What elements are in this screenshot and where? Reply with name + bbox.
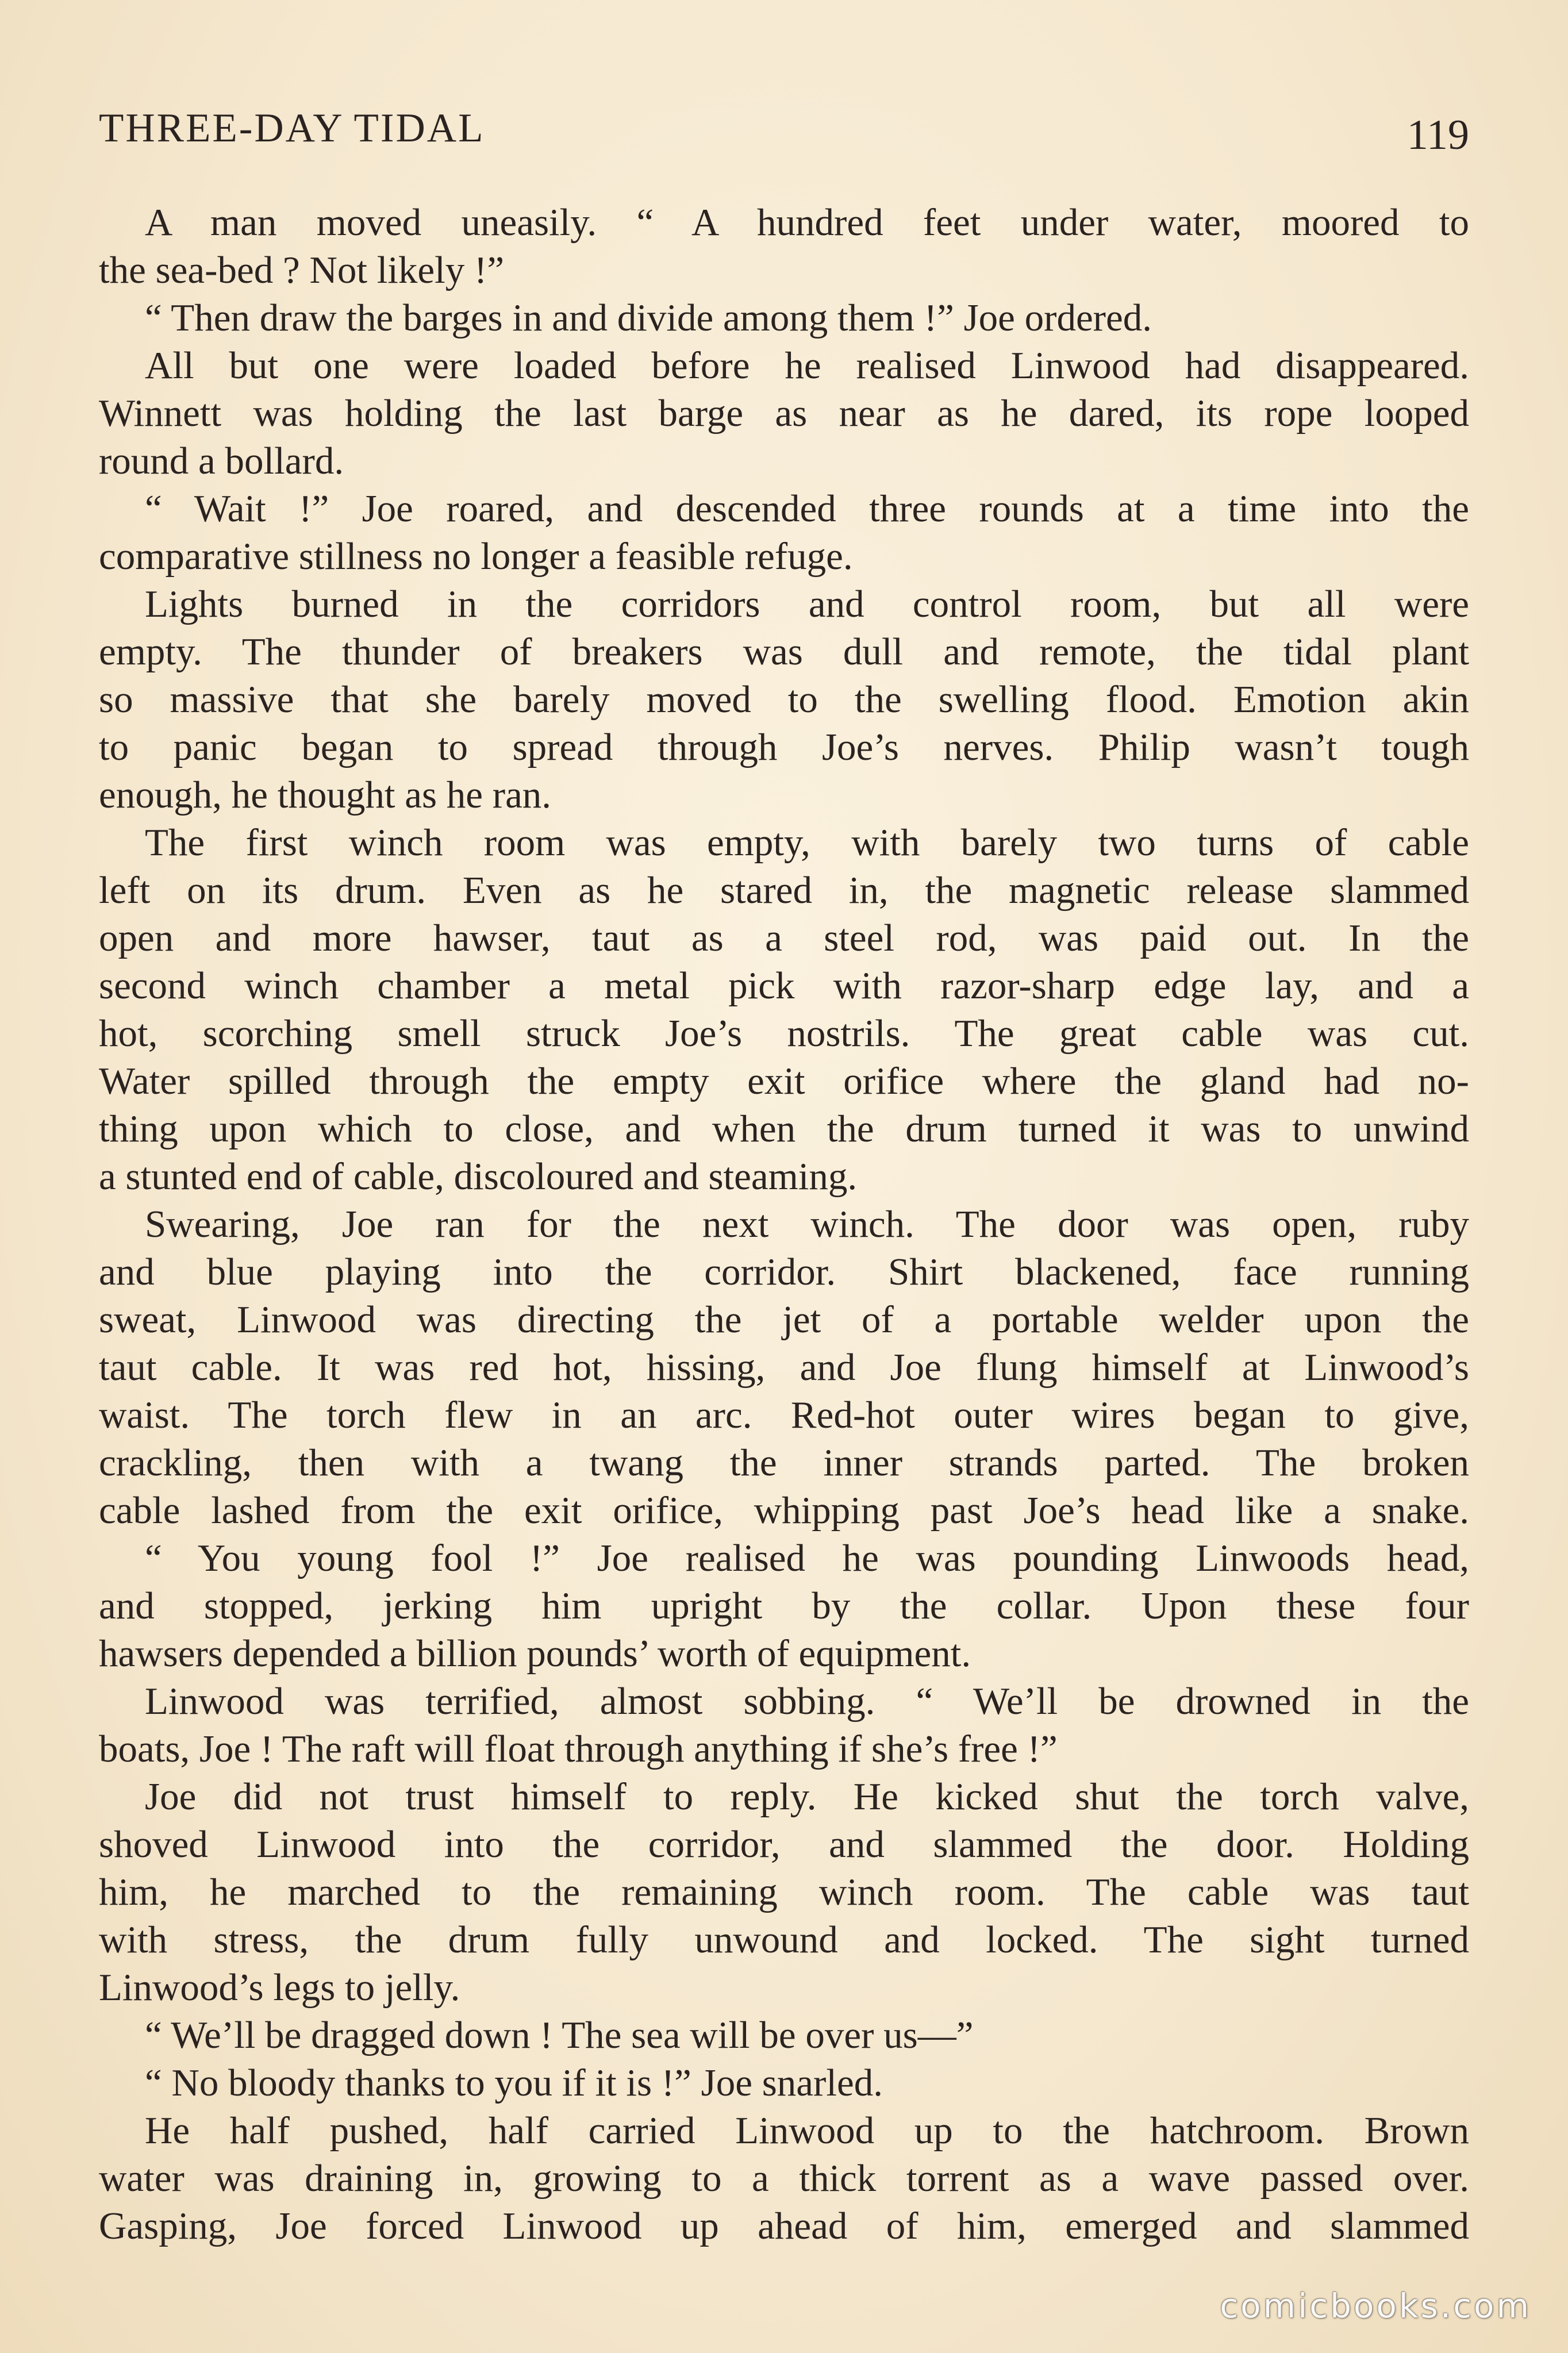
text-line: hawsers depended a billion pounds’ worth of equipment. [99,1632,971,1675]
text-line: taut cable. It was red hot, hissing, and Joe flung himself at Linwood’s [99,1346,1469,1389]
text-line: the sea-bed ? Not likely !” [99,249,505,291]
text-line: second winch chamber a metal pick with razor-sharp edge lay, and a [99,964,1469,1007]
text-line: round a bollard. [99,440,344,482]
text-line: shoved Linwood into the corridor, and slammed the door. Holding [99,1823,1469,1866]
text-line: empty. The thunder of breakers was dull and remote, the tidal plant [99,630,1469,673]
text-line: All but one were loaded before he realised Linwood had disappeared. [145,344,1469,387]
text-line: with stress, the drum fully unwound and locked. The sight turned [99,1918,1469,1961]
text-line: The first winch room was empty, with barely two turns of cable [145,821,1469,864]
text-line: hot, scorching smell struck Joe’s nostrils. The great cable was cut. [99,1012,1469,1055]
text-line: him, he marched to the remaining winch room. The cable was taut [99,1871,1469,1913]
text-line: Water spilled through the empty exit orifice where the gland had no- [99,1060,1469,1102]
text-line: “ No bloody thanks to you if it is !” Joe snarled. [145,2062,883,2104]
text-line: Lights burned in the corridors and control room, but all were [145,583,1469,625]
text-line: Gasping, Joe forced Linwood up ahead of him, emerged and slammed [99,2205,1469,2247]
text-line: crackling, then with a twang the inner strands parted. The broken [99,1441,1469,1484]
text-line: Winnett was holding the last barge as near as he dared, its rope looped [99,392,1469,435]
text-line: waist. The torch flew in an arc. Red-hot outer wires began to give, [99,1394,1469,1436]
text-line: “ Then draw the barges in and divide among them !” Joe ordered. [145,297,1152,339]
text-line: and stopped, jerking him upright by the collar. Upon these four [99,1585,1469,1627]
text-line: “ Wait !” Joe roared, and descended three rounds at a time into the [145,487,1469,530]
text-line: comparative stillness no longer a feasible refuge. [99,535,853,578]
body-text [99,199,1469,2250]
text-line: Linwood’s legs to jelly. [99,1966,460,2009]
running-head: THREE-DAY TIDAL [99,106,485,151]
text-line: Swearing, Joe ran for the next winch. The door was open, ruby [145,1203,1469,1245]
text-line: Joe did not trust himself to reply. He kicked shut the torch valve, [145,1775,1469,1818]
text-line: He half pushed, half carried Linwood up to the hatchroom. Brown [145,2109,1469,2152]
text-line: and blue playing into the corridor. Shirt blackened, face running [99,1251,1469,1293]
text-line: cable lashed from the exit orifice, whipping past Joe’s head like a snake. [99,1489,1469,1532]
text-line: boats, Joe ! The raft will float through anything if she’s free !” [99,1728,1058,1770]
text-line: a stunted end of cable, discoloured and steaming. [99,1155,858,1198]
page-number: 119 [1406,112,1469,159]
text-line: so massive that she barely moved to the swelling flood. Emotion akin [99,678,1469,721]
text-line: water was draining in, growing to a thick torrent as a wave passed over. [99,2157,1469,2200]
text-line: “ We’ll be dragged down ! The sea will be over us—” [145,2014,974,2056]
text-line: A man moved uneasily. “ A hundred feet under water, moored to [145,201,1469,244]
text-line: “ You young fool !” Joe realised he was pounding Linwoods head, [145,1537,1469,1579]
text-line: thing upon which to close, and when the drum turned it was to unwind [99,1108,1469,1150]
text-line: sweat, Linwood was directing the jet of a portable welder upon the [99,1298,1469,1341]
text-line: left on its drum. Even as he stared in, the magnetic release slammed [99,869,1469,912]
text-line: to panic began to spread through Joe’s nerves. Philip wasn’t tough [99,726,1469,768]
page-header [99,97,1469,160]
text-line: Linwood was terrified, almost sobbing. “ We’ll be drowned in the [145,1680,1469,1723]
text-line: open and more hawser, taut as a steel rod, was paid out. In the [99,917,1469,959]
text-line: enough, he thought as he ran. [99,774,552,816]
watermark: comicbooks.com [1220,2286,1531,2325]
